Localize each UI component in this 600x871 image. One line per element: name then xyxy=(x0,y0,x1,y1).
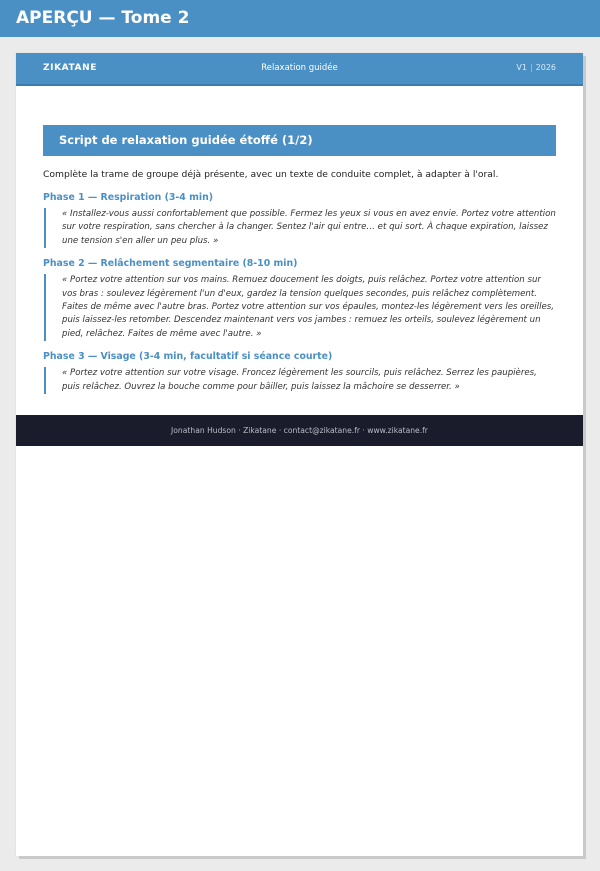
section-title: Script de relaxation guidée étoffé (1/2) xyxy=(43,125,556,156)
page-footer xyxy=(16,415,583,446)
phase-2-quote: « Portez votre attention sur vos mains. Remuez doucement les doigts, puis relâchez. Portez votre attention sur vos bras : soulevez légèrement l'un d'eux, gardez la tension quelques secondes, puis relâchez complètement. Faites de même avec l'autre bras. Portez votre attention sur vos épaules, montez-les légèrement vers les oreilles, puis laissez-les retomber. Descendez maintenant vers vos jambes : remuez les orteils, soulevez légèrement un pied, relâchez. Faites de même avec l'autre. » xyxy=(44,274,556,341)
version-label: V1 xyxy=(516,63,527,72)
header-version xyxy=(516,63,556,72)
preview-title: APERÇU — Tome 2 xyxy=(16,8,190,28)
footer-contact: Jonathan Hudson · Zikatane · contact@zikatane.fr · www.zikatane.fr xyxy=(171,426,428,435)
phase-1-title: Phase 1 — Respiration (3-4 min) xyxy=(43,192,214,203)
header-subject: Relaxation guidée xyxy=(261,63,338,73)
year-label: 2026 xyxy=(535,63,556,72)
header-brand: ZIKATANE xyxy=(43,63,98,73)
preview-title-bar xyxy=(0,0,600,37)
phase-1-quote: « Installez-vous aussi confortablement que possible. Fermez les yeux si vous en avez envie. Portez votre attention sur votre respiration, sans chercher à la changer. Sentez l'air qui entre… et qui sort. À chaque expiration, laissez une tension s'en aller un peu plus. » xyxy=(44,208,556,248)
header-separator: | xyxy=(529,63,533,72)
phase-3-quote: « Portez votre attention sur votre visage. Froncez légèrement les sourcils, puis relâchez. Serrez les paupières, puis relâchez. Ouvrez la bouche comme pour bâiller, puis laissez la mâchoire se desserrer. » xyxy=(44,367,556,394)
page-header xyxy=(16,53,583,86)
document-page xyxy=(16,53,583,856)
page-content xyxy=(16,86,583,394)
section-intro: Complète la trame de groupe déjà présente, avec un texte de conduite complet, à adapter à l'oral. xyxy=(43,169,499,180)
phase-2-title: Phase 2 — Relâchement segmentaire (8-10 min) xyxy=(43,258,298,270)
phase-3-title: Phase 3 — Visage (3-4 min, facultatif si séance courte) xyxy=(43,351,333,363)
